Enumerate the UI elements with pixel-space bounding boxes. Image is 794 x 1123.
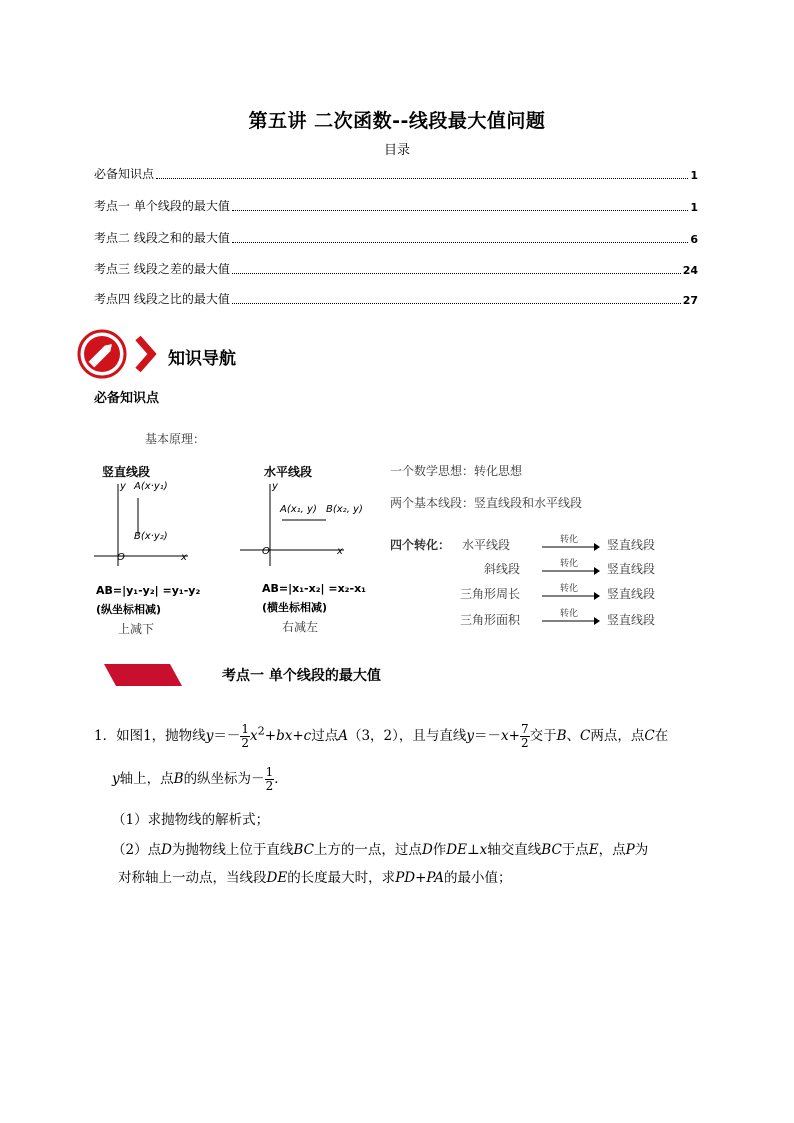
origin-label: O — [117, 552, 125, 563]
point-a-label: A(x·y₁) — [134, 481, 168, 492]
arrow-label: 转化 — [560, 559, 579, 569]
conversion-to: 竖直线段 — [607, 587, 656, 601]
question-line-1: 1．如图1，抛物线y＝－ $\frac{1}{2}$ $x^2+bx+c$过点A（3，2），且与直线y＝－x+ $\frac{7}{2}$ 交于B、C两点，点C在 — [94, 722, 669, 751]
arrow-label: 转化 — [560, 535, 579, 545]
sub-question-2-cont: 对称轴上一动点，当线段DE的长度最大时，求PD+PA的最小值； — [118, 870, 512, 886]
x-axis-label: x — [337, 546, 343, 557]
y-axis-label: y — [120, 481, 126, 492]
point-b-label: B(x₂, y) — [326, 504, 363, 515]
y-axis-label: y — [272, 481, 278, 492]
math-idea: 一个数学思想：转化思想 — [390, 464, 523, 478]
vertical-segment-graph — [92, 480, 192, 570]
conversion-from: 三角形面积 — [460, 613, 521, 627]
toc-item[interactable]: 考点三 线段之差的最大值 24 — [94, 262, 698, 277]
point-b-label: B(x·y₂) — [134, 531, 168, 542]
arrow-label: 转化 — [560, 609, 579, 619]
section-label: 必备知识点 — [94, 391, 160, 406]
toc-item[interactable]: 考点一 单个线段的最大值 1 — [94, 199, 698, 214]
page-title: 第五讲 二次函数--线段最大值问题 — [248, 110, 546, 132]
section-banner-title: 考点一 单个线段的最大值 — [222, 668, 381, 684]
four-conversions-label: 四个转化： — [390, 538, 451, 552]
horizontal-title: 水平线段 — [264, 465, 313, 479]
pencil-icon — [76, 328, 162, 380]
x-axis-label: x — [181, 552, 187, 563]
toc-heading: 目录 — [383, 143, 410, 158]
sub-question-1: （1）求抛物线的解析式； — [112, 812, 270, 828]
arrow-label: 转化 — [560, 584, 579, 594]
conversion-from: 水平线段 — [462, 538, 511, 552]
principle-label: 基本原理： — [145, 432, 206, 446]
horizontal-formula: AB=|x₁-x₂| =x₂-x₁ — [262, 582, 366, 595]
vertical-formula: AB=|y₁-y₂| =y₁-y₂ — [96, 584, 201, 597]
horizontal-mnemonic: 右减左 — [282, 620, 319, 634]
conversion-to: 竖直线段 — [607, 613, 656, 627]
origin-label: O — [262, 546, 270, 557]
toc-item[interactable]: 必备知识点 1 — [94, 167, 698, 182]
sub-question-2: （2）点D为抛物线上位于直线BC上方的一点，过点D作DE⊥x轴交直线BC于点E，点P为 — [112, 842, 649, 858]
horizontal-note: (横坐标相减) — [262, 601, 328, 614]
toc-item[interactable]: 考点二 线段之和的最大值 6 — [94, 231, 698, 246]
conversion-from: 斜线段 — [484, 562, 521, 576]
nav-title: 知识导航 — [168, 349, 236, 369]
vertical-mnemonic: 上减下 — [118, 622, 155, 636]
conversion-from: 三角形周长 — [460, 587, 521, 601]
section-banner-shape — [104, 664, 184, 686]
conversion-to: 竖直线段 — [607, 562, 656, 576]
toc-item[interactable]: 考点四 线段之比的最大值 27 — [94, 292, 698, 307]
conversion-to: 竖直线段 — [607, 538, 656, 552]
vertical-title: 竖直线段 — [102, 465, 151, 479]
horizontal-segment-graph — [238, 480, 348, 570]
vertical-note: (纵坐标相减) — [96, 603, 162, 616]
question-line-2: y轴上，点B的纵坐标为－ $\frac{1}{2}$ ． — [112, 765, 288, 794]
chevron-right-icon — [138, 338, 152, 370]
point-a-label: A(x₁, y) — [280, 504, 317, 515]
basic-segments: 两个基本线段：竖直线段和水平线段 — [390, 496, 583, 510]
